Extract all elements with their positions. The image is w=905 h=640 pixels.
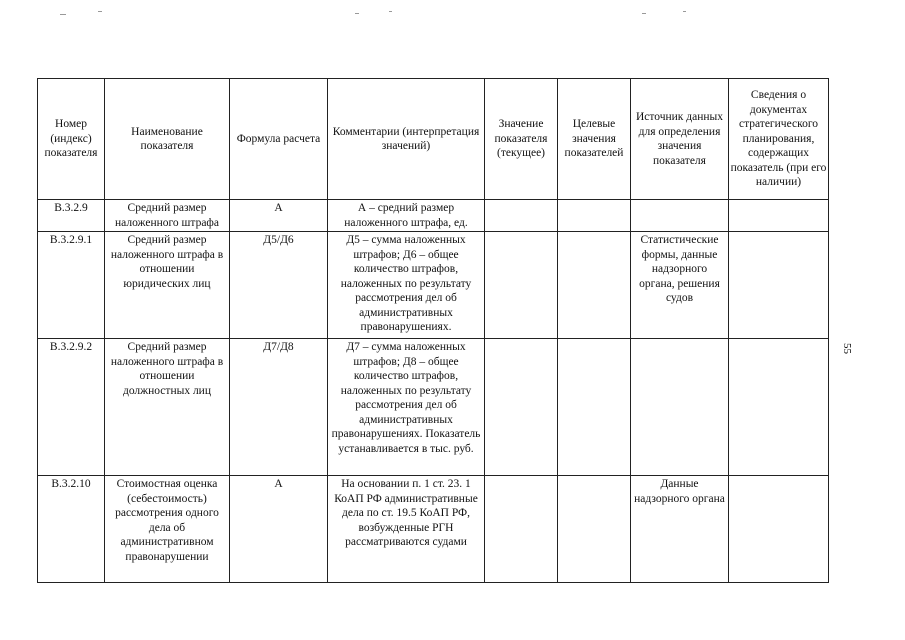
cell-target-values [558, 200, 631, 232]
table-row [38, 339, 829, 476]
header-cell-name: Наименование показателя [105, 79, 230, 200]
cell-target-values [558, 476, 631, 583]
scan-mark [60, 14, 66, 15]
cell-index: В.3.2.9.1 [38, 232, 105, 339]
cell-name: Стоимостная оценка (себестоимость) рассмотрения одного дела об административном правонарушении [105, 476, 230, 583]
header-cell-data-source: Источник данных для определения значения показателя [631, 79, 729, 200]
cell-data-source: Статистические формы, данные надзорного органа, решения судов [631, 232, 729, 339]
cell-strategic-docs [729, 476, 829, 583]
cell-index: В.3.2.10 [38, 476, 105, 583]
cell-comment: Д7 – сумма наложенных штрафов; Д8 – общее количество штрафов, наложенных по результату рассмотрения дел об административных правонарушениях. Показатель устанавливается в тыс. руб. [328, 339, 485, 476]
header-cell-current-value: Значение показателя (текущее) [485, 79, 558, 200]
cell-comment: Д5 – сумма наложенных штрафов; Д6 – общее количество штрафов, наложенных по результату рассмотрения дел об административных правонарушениях. [328, 232, 485, 339]
page-number: 55 [841, 343, 853, 354]
cell-index: В.3.2.9 [38, 200, 105, 232]
scan-mark [683, 11, 686, 12]
cell-formula: А [230, 200, 328, 232]
cell-comment: А – средний размер наложенного штрафа, ед. [328, 200, 485, 232]
cell-formula: Д5/Д6 [230, 232, 328, 339]
header-cell-comments: Комментарии (интерпретация значений) [328, 79, 485, 200]
cell-index: В.3.2.9.2 [38, 339, 105, 476]
cell-name: Средний размер наложенного штрафа в отношении должностных лиц [105, 339, 230, 476]
cell-data-source [631, 339, 729, 476]
cell-strategic-docs [729, 232, 829, 339]
scan-mark [98, 11, 102, 12]
table-row [38, 200, 829, 232]
cell-current-value [485, 339, 558, 476]
header-cell-target-values: Целевые значения показателей [558, 79, 631, 200]
cell-comment: На основании п. 1 ст. 23. 1 КоАП РФ административные дела по ст. 19.5 КоАП РФ, возбужденные РГН рассматриваются судами [328, 476, 485, 583]
header-row [38, 79, 829, 200]
scan-mark [355, 13, 359, 14]
cell-current-value [485, 200, 558, 232]
cell-data-source [631, 200, 729, 232]
header-cell-strategic-docs: Сведения о документах стратегического планирования, содержащих показатель (при его наличии) [729, 79, 829, 200]
scan-mark [389, 11, 392, 12]
cell-target-values [558, 339, 631, 476]
table-row [38, 476, 829, 583]
header-cell-formula: Формула расчета [230, 79, 328, 200]
cell-formula: А [230, 476, 328, 583]
cell-target-values [558, 232, 631, 339]
cell-current-value [485, 476, 558, 583]
cell-strategic-docs [729, 200, 829, 232]
header-cell-index: Номер (индекс) показателя [38, 79, 105, 200]
scan-mark [642, 13, 646, 14]
table-row [38, 232, 829, 339]
cell-current-value [485, 232, 558, 339]
cell-name: Средний размер наложенного штрафа [105, 200, 230, 232]
cell-strategic-docs [729, 339, 829, 476]
cell-data-source: Данные надзорного органа [631, 476, 729, 583]
cell-formula: Д7/Д8 [230, 339, 328, 476]
cell-name: Средний размер наложенного штрафа в отношении юридических лиц [105, 232, 230, 339]
indicators-table [37, 78, 829, 583]
